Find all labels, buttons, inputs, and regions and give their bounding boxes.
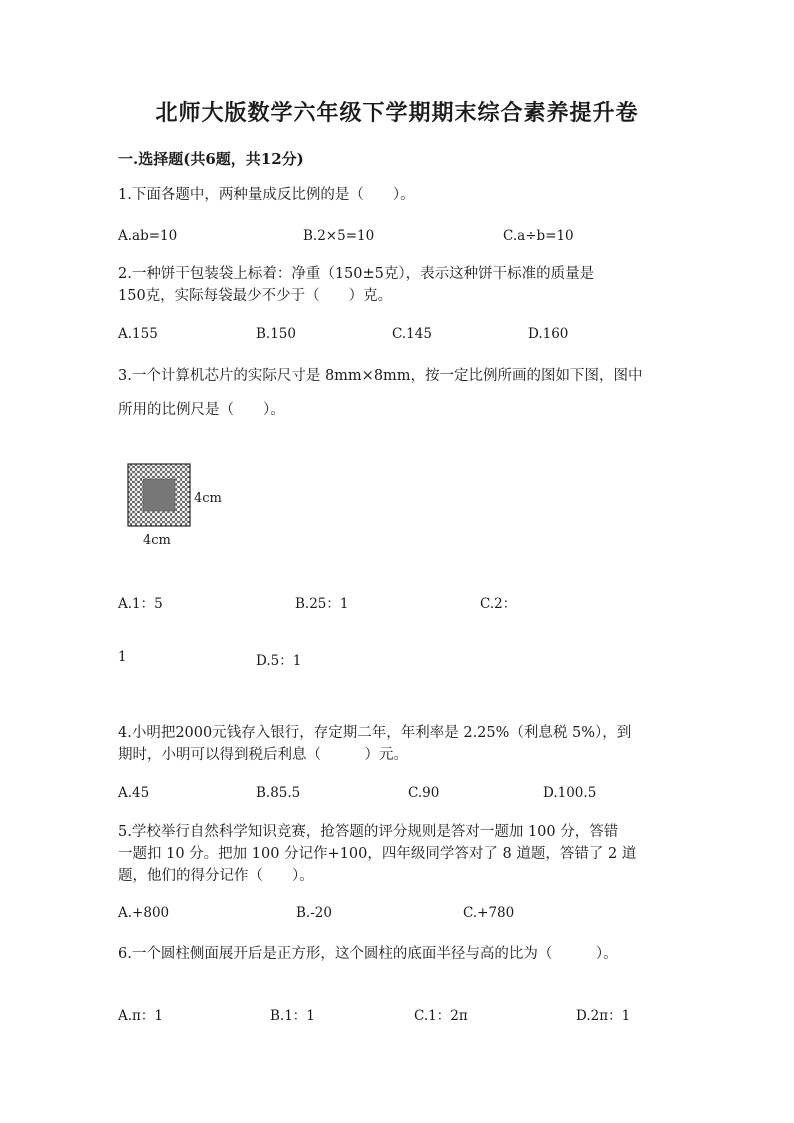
q4-stem-line2: 期时，小明可以得到税后利息（ ）元。 (118, 747, 408, 763)
bottom-length-label: 4cm (143, 533, 171, 548)
q2-option-c: C.145 (392, 326, 432, 342)
section-heading: 一.选择题(共6题，共12分) (118, 150, 304, 168)
q6-stem-line1: 6.一个圆柱侧面展开后是正方形，这个圆柱的底面半径与高的比为（ ）。 (118, 946, 618, 962)
q5-option-c: C.+780 (463, 905, 515, 921)
q6-option-c: C.1：2π (414, 1008, 468, 1024)
q1-stem-line1: 1.下面各题中，两种量成反比例的是（ ）。 (118, 187, 415, 203)
q6-option-b: B.1：1 (270, 1008, 315, 1024)
q6-option-a: A.π：1 (118, 1008, 164, 1024)
q2-option-d: D.160 (528, 326, 569, 342)
q3-option-a: A.1：5 (118, 596, 163, 612)
q5-stem-line1: 5.学校举行自然科学知识竞赛，抢答题的评分规则是答对一题加 100 分，答错 (118, 824, 619, 840)
q5-stem-line3: 题，他们的得分记作（ ）。 (118, 868, 314, 884)
page-title: 北师大版数学六年级下学期期末综合素养提升卷 (155, 100, 639, 126)
q4-option-b: B.85.5 (256, 785, 301, 801)
q3-option-c-continued: 1 (118, 649, 127, 665)
q3-stem-line1: 3.一个计算机芯片的实际尺寸是 8mm×8mm，按一定比例所画的图如下图，图中 (118, 368, 643, 384)
q5-stem-line2: 一题扣 10 分。把加 100 分记作+100，四年级同学答对了 8 道题，答错了 2 道 (118, 846, 637, 862)
side-length-label: 4cm (194, 491, 222, 506)
q4-stem-line1: 4.小明把2000元钱存入银行，存定期二年，年利率是 2.25%（利息税 5%），到 (118, 725, 632, 741)
q5-option-b: B.-20 (296, 905, 332, 921)
q4-option-a: A.45 (118, 785, 150, 801)
q3-option-b: B.25：1 (295, 596, 349, 612)
q4-option-c: C.90 (408, 785, 440, 801)
q1-option-a: A.ab=10 (118, 228, 178, 244)
q3-option-d: D.5：1 (256, 653, 302, 669)
q2-stem-line1: 2.一种饼干包装袋上标着：净重（150±5克），表示这种饼干标准的质量是 (118, 266, 595, 282)
q3-stem-line2: 所用的比例尺是（ ）。 (118, 402, 285, 418)
q1-option-b: B.2×5=10 (303, 228, 375, 244)
q2-stem-line2: 150克，实际每袋最少不少于（ ）克。 (118, 288, 393, 304)
q1-option-c: C.a÷b=10 (503, 228, 574, 244)
q2-option-a: A.155 (118, 326, 158, 342)
q5-option-a: A.+800 (118, 905, 170, 921)
q4-option-d: D.100.5 (543, 785, 597, 801)
q3-option-c: C.2： (480, 596, 517, 612)
chip-scale-figure (126, 462, 236, 552)
chip-inner-square (143, 479, 175, 511)
q2-option-b: B.150 (256, 326, 296, 342)
q6-option-d: D.2π：1 (576, 1008, 631, 1024)
